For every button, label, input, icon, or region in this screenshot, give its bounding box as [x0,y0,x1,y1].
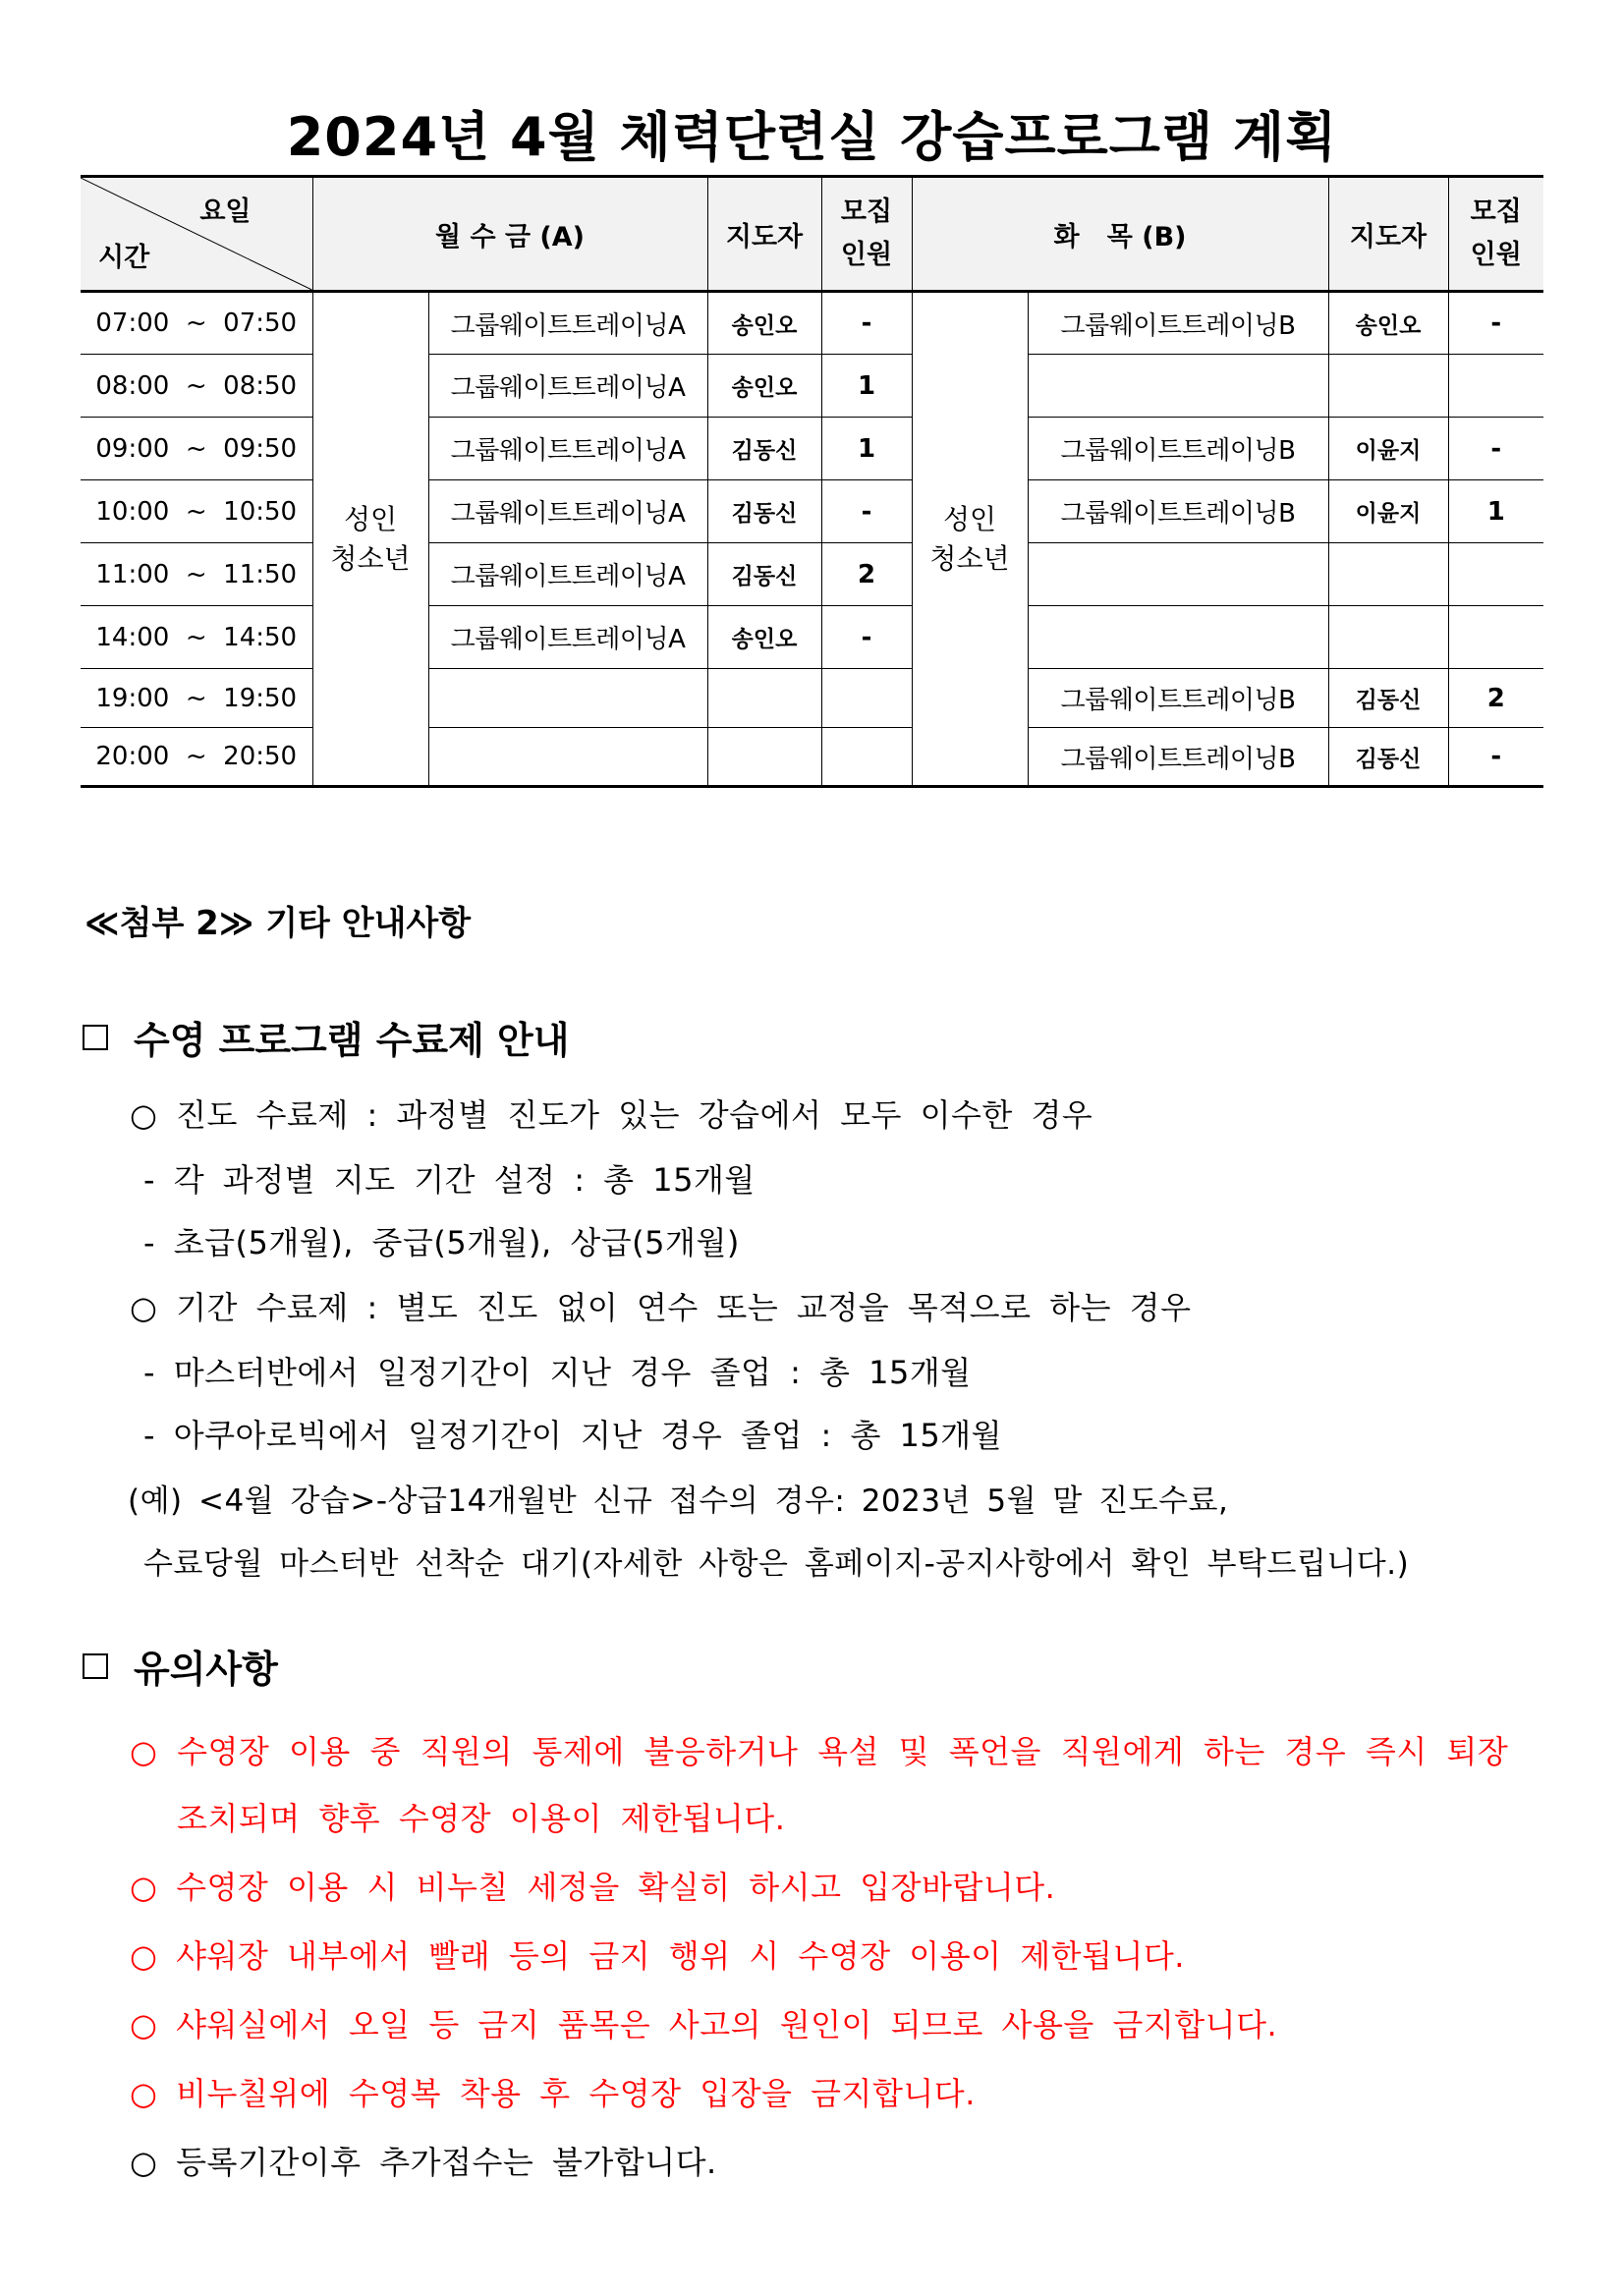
time-cell: 20:00 ~ 20:50 [81,728,312,787]
capacity-b-cell: 1 [1448,480,1543,543]
capacity-a-cell: 2 [821,543,912,606]
instructor-b-cell: 이윤지 [1328,480,1448,543]
capacity-a-cell: - [821,606,912,669]
program-a-cell: 그룹웨이트트레이닝A [428,292,707,355]
table-row [81,292,1543,355]
table-row [81,355,1543,418]
square-bullet-icon [83,1653,108,1679]
table-row [81,669,1543,728]
capacity-b-cell: - [1448,292,1543,355]
program-b-cell: 그룹웨이트트레이닝B [1028,418,1328,480]
section-heading-text: 수영 프로그램 수료제 안내 [134,1019,570,1062]
capacity-b-cell: 2 [1448,669,1543,728]
program-b-cell: 그룹웨이트트레이닝B [1028,669,1328,728]
page-title: 2024년 4월 체력단련실 강습프로그램 계획 [286,106,1338,168]
notice-line: ○ 등록기간이후 추가접수는 불가합니다. [130,2144,717,2181]
capacity-a-cell [821,728,912,787]
header-group-b: 화 목 (B) [912,177,1328,292]
schedule-table [81,175,1543,788]
target-b-cell [912,292,1028,787]
notice-line-warning: ○ 샤워장 내부에서 빨래 등의 금지 행위 시 수영장 이용이 제한됩니다. [130,1937,1185,1975]
program-a-cell: 그룹웨이트트레이닝A [428,606,707,669]
instructor-a-cell: 송인오 [707,292,821,355]
section-heading-completion [83,1010,569,1064]
instructor-b-cell: 김동신 [1328,669,1448,728]
capacity-b-cell [1448,355,1543,418]
time-cell: 08:00 ~ 08:50 [81,355,312,418]
instructor-b-cell: 김동신 [1328,728,1448,787]
header-group-a: 월 수 금 (A) [312,177,707,292]
program-a-cell: 그룹웨이트트레이닝A [428,480,707,543]
table-row [81,728,1543,787]
section-heading-text: 유의사항 [134,1648,278,1691]
program-a-cell [428,669,707,728]
header-capacity-a-line2: 인원 [840,240,893,270]
program-b-cell: 그룹웨이트트레이닝B [1028,292,1328,355]
header-capacity-b-line2: 인원 [1470,240,1522,270]
completion-line: - 아쿠아로빅에서 일정기간이 지난 경우 졸업 : 총 15개월 [143,1417,1003,1454]
header-capacity-b [1448,177,1543,292]
instructor-a-cell: 송인오 [707,606,821,669]
instructor-a-cell: 김동신 [707,418,821,480]
instructor-a-cell: 김동신 [707,543,821,606]
notice-line-warning: 조치되며 향후 수영장 이용이 제한됩니다. [177,1800,786,1837]
instructor-a-cell: 김동신 [707,480,821,543]
program-a-cell: 그룹웨이트트레이닝A [428,543,707,606]
program-a-cell: 그룹웨이트트레이닝A [428,355,707,418]
square-bullet-icon [83,1025,108,1050]
program-a-cell: 그룹웨이트트레이닝A [428,418,707,480]
instructor-b-cell: 이윤지 [1328,418,1448,480]
section-heading-notice [83,1639,278,1693]
time-cell: 11:00 ~ 11:50 [81,543,312,606]
notice-line-warning: ○ 수영장 이용 중 직원의 통제에 불응하거나 욕설 및 폭언을 직원에게 하는 경우 즉시 퇴장 [130,1733,1509,1770]
completion-example-line: (예) <4월 강습>-상급14개월반 신규 접수의 경우: 2023년 5월 말 진도수료, [128,1483,1229,1519]
target-b-line2: 청소년 [929,541,1010,575]
instructor-a-cell: 송인오 [707,355,821,418]
capacity-b-cell: - [1448,418,1543,480]
capacity-b-cell: - [1448,728,1543,787]
instructor-a-cell [707,669,821,728]
header-instructor-a: 지도자 [707,177,821,292]
instructor-b-cell [1328,355,1448,418]
completion-line: - 각 과정별 지도 기간 설정 : 총 15개월 [143,1161,756,1199]
target-a-line1: 성인 [343,502,398,535]
target-a-cell [312,292,428,787]
header-capacity-a-line1: 모집 [840,196,893,227]
capacity-a-cell: 1 [821,355,912,418]
completion-line: ○ 기간 수료제 : 별도 진도 없이 연수 또는 교정을 목적으로 하는 경우 [130,1289,1192,1326]
header-day-time-cell [81,177,312,292]
capacity-a-cell: - [821,480,912,543]
time-cell: 07:00 ~ 07:50 [81,292,312,355]
completion-line: - 초급(5개월), 중급(5개월), 상급(5개월) [143,1224,740,1261]
target-b-line1: 성인 [942,502,997,535]
instructor-b-cell [1328,606,1448,669]
instructor-b-cell: 송인오 [1328,292,1448,355]
capacity-a-cell [821,669,912,728]
notice-line-warning: ○ 비누칠위에 수영복 착용 후 수영장 입장을 금지합니다. [130,2075,976,2112]
capacity-a-cell: 1 [821,418,912,480]
capacity-b-cell [1448,543,1543,606]
time-cell: 10:00 ~ 10:50 [81,480,312,543]
program-b-cell [1028,606,1328,669]
capacity-b-cell [1448,606,1543,669]
program-b-cell: 그룹웨이트트레이닝B [1028,480,1328,543]
header-day-label: 요일 [199,196,252,227]
table-header-row [81,177,1543,292]
time-cell: 19:00 ~ 19:50 [81,669,312,728]
header-time-label: 시간 [98,243,150,273]
table-row [81,480,1543,543]
header-instructor-b: 지도자 [1328,177,1448,292]
target-a-line2: 청소년 [330,541,411,575]
time-cell: 09:00 ~ 09:50 [81,418,312,480]
table-row [81,606,1543,669]
completion-line: ○ 진도 수료제 : 과정별 진도가 있는 강습에서 모두 이수한 경우 [130,1096,1093,1134]
capacity-a-cell: - [821,292,912,355]
header-capacity-a [821,177,912,292]
table-row [81,418,1543,480]
notice-line-warning: ○ 샤워실에서 오일 등 금지 품목은 사고의 원인이 되므로 사용을 금지합니다. [130,2006,1278,2043]
program-b-cell [1028,355,1328,418]
program-a-cell [428,728,707,787]
instructor-a-cell [707,728,821,787]
program-b-cell [1028,543,1328,606]
attachment-heading: ≪첨부 2≫ 기타 안내사항 [84,904,472,943]
instructor-b-cell [1328,543,1448,606]
time-cell: 14:00 ~ 14:50 [81,606,312,669]
header-capacity-b-line1: 모집 [1470,196,1522,227]
notice-line-warning: ○ 수영장 이용 시 비누칠 세정을 확실히 하시고 입장바랍니다. [130,1869,1056,1906]
program-b-cell: 그룹웨이트트레이닝B [1028,728,1328,787]
completion-line: - 마스터반에서 일정기간이 지난 경우 졸업 : 총 15개월 [143,1354,972,1391]
completion-example-line: 수료당월 마스터반 선착순 대기(자세한 사항은 홈페이지-공지사항에서 확인 부탁드립니다.) [143,1546,1410,1582]
table-row [81,543,1543,606]
